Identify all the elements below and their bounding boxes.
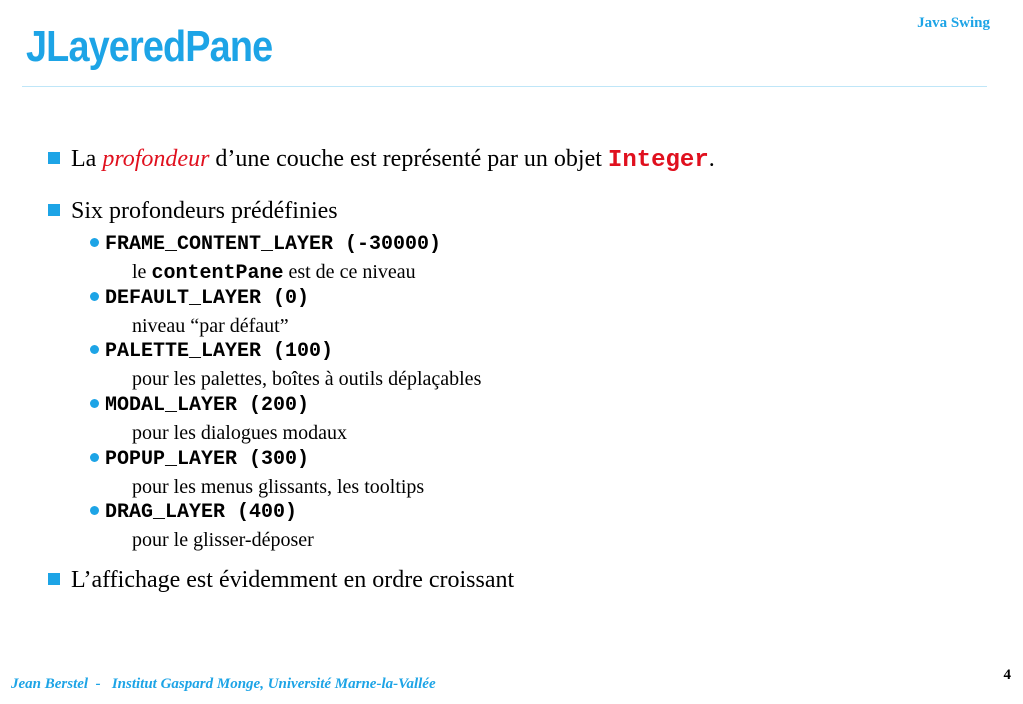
slide-title: JLayeredPane	[26, 22, 273, 71]
desc-text: le	[132, 261, 152, 283]
round-bullet-icon	[90, 238, 99, 247]
square-bullet-icon	[48, 204, 60, 216]
layer-item	[90, 501, 297, 524]
round-bullet-icon	[90, 506, 99, 515]
layer-constant: PALETTE_LAYER (100)	[105, 340, 334, 363]
layer-constant: DEFAULT_LAYER (0)	[105, 287, 310, 310]
layer-constant: FRAME_CONTENT_LAYER (-30000)	[105, 233, 442, 256]
layer-constant: DRAG_LAYER (400)	[105, 501, 298, 524]
bullet-six-depths	[48, 197, 338, 225]
layer-item	[90, 233, 441, 256]
bullet-text: Six profondeurs prédéfinies	[71, 198, 338, 224]
round-bullet-icon	[90, 453, 99, 462]
layer-item	[90, 340, 333, 363]
round-bullet-icon	[90, 292, 99, 301]
page-number: 4	[1003, 667, 1011, 683]
layer-description	[132, 261, 416, 285]
bullet-text-post: .	[708, 146, 715, 172]
footer-author: Jean Berstel - Institut Gaspard Monge, Université Marne-la-Vallée	[11, 676, 436, 692]
code-integer: Integer	[607, 147, 709, 174]
layer-item	[90, 394, 309, 417]
layer-description: pour les menus glissants, les tooltips	[132, 476, 425, 498]
square-bullet-icon	[48, 152, 60, 164]
round-bullet-icon	[90, 345, 99, 354]
code-contentpane: contentPane	[151, 262, 284, 285]
layer-constant: MODAL_LAYER (200)	[105, 394, 310, 417]
bullet-text: L’affichage est évidemment en ordre croissant	[71, 567, 515, 593]
bullet-text-mid: d’une couche est représenté par un objet	[209, 146, 608, 172]
layer-description: pour le glisser-déposer	[132, 529, 314, 551]
desc-text: est de ce niveau	[283, 261, 416, 283]
round-bullet-icon	[90, 399, 99, 408]
layer-description: pour les palettes, boîtes à outils déplaçables	[132, 368, 482, 390]
header-tag: Java Swing	[917, 15, 990, 31]
layer-description: niveau “par défaut”	[132, 315, 289, 337]
emphasis-profondeur: profondeur	[102, 146, 210, 172]
bullet-text-pre: La	[71, 146, 97, 172]
layer-constant: POPUP_LAYER (300)	[105, 448, 310, 471]
square-bullet-icon	[48, 573, 60, 585]
title-divider	[22, 86, 987, 87]
layer-item	[90, 448, 309, 471]
bullet-depth-integer	[48, 145, 715, 175]
layer-description: pour les dialogues modaux	[132, 422, 347, 444]
bullet-display-order	[48, 566, 514, 594]
layer-item	[90, 287, 309, 310]
